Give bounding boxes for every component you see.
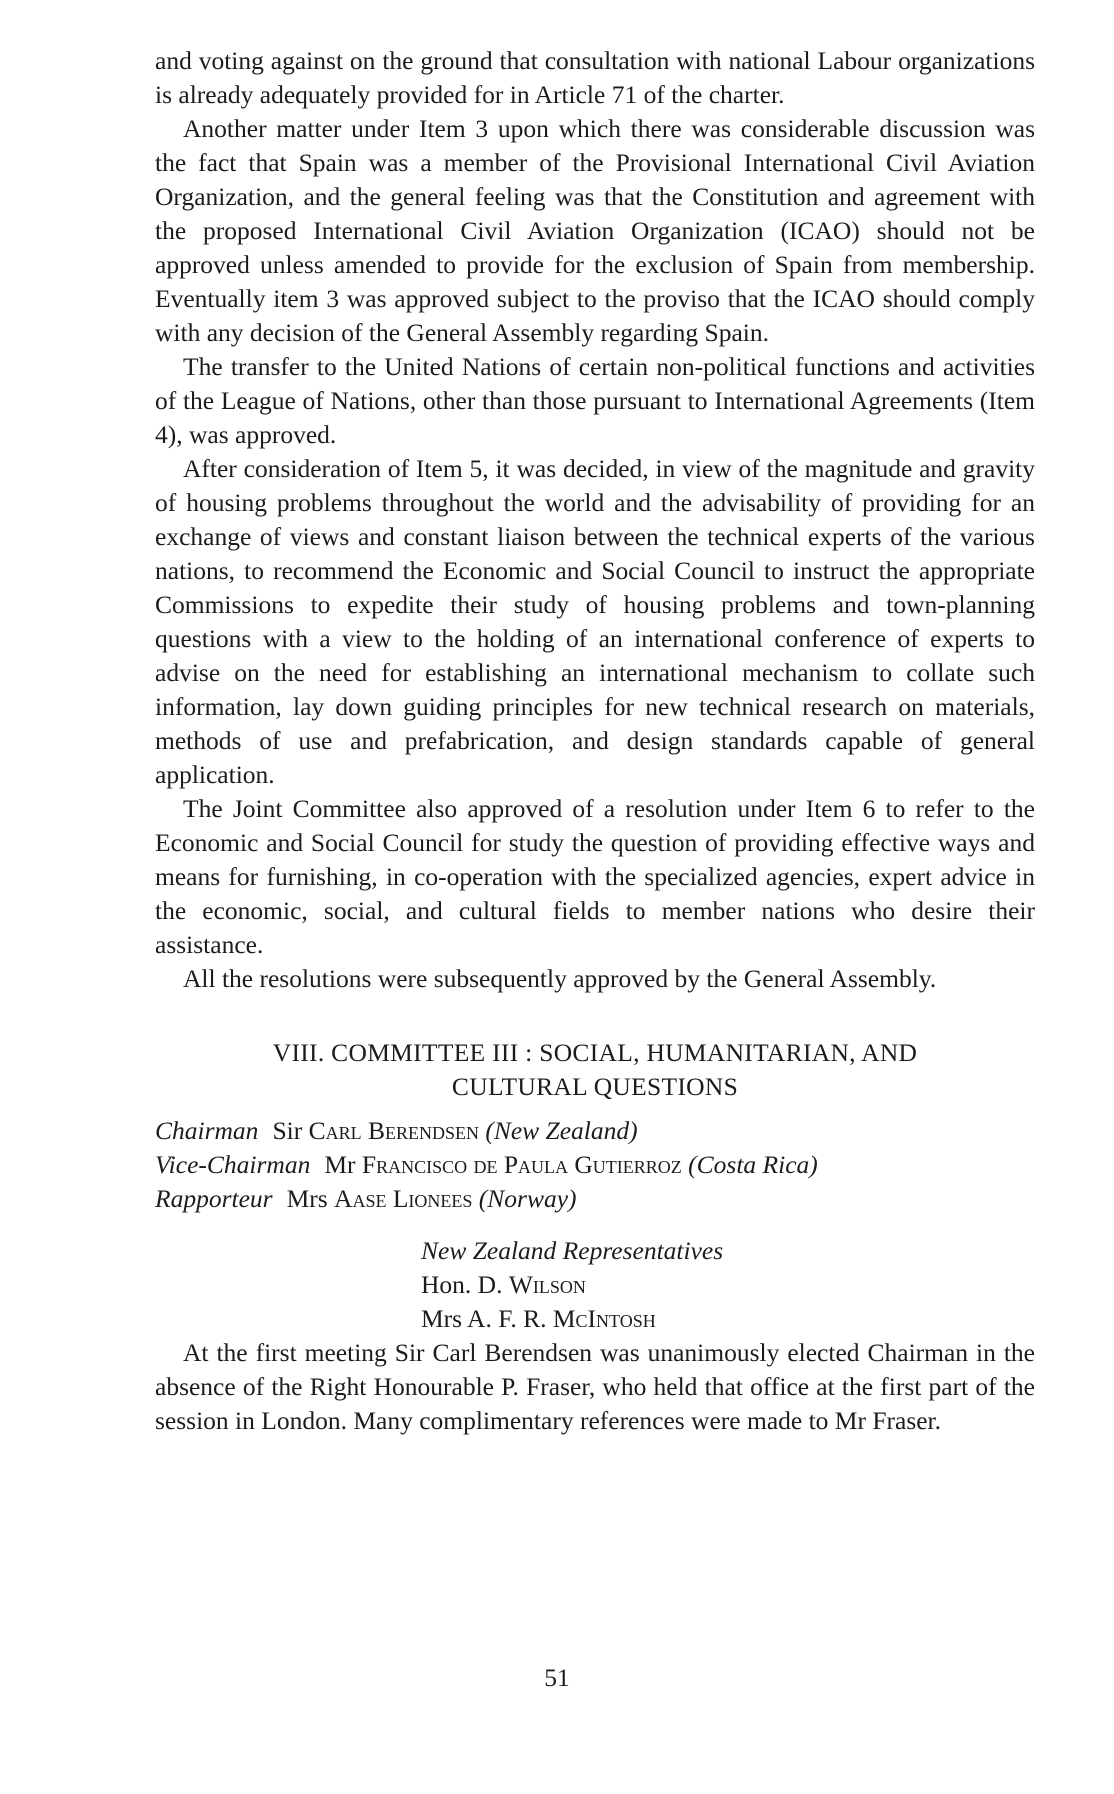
officer-title: Mrs (286, 1184, 328, 1213)
officer-title: Mr (324, 1150, 356, 1179)
officer-role: Chairman (155, 1116, 259, 1145)
paragraph-item-4-league: The transfer to the United Nations of certain non-political functions and activities of the League of Nations, other than those pursuant to International Agreements (Item 4), was approved. (155, 352, 1035, 449)
officer-name: Francisco de Paula Gutierroz (361, 1150, 682, 1179)
paragraph-item-3-spain: Another matter under Item 3 upon which there was considerable discussion was the fact that Spain was a member of the Provisional International Civil Aviation Organization, and the general feeling was that the Constitution and agreement with the proposed International Civil Aviation Organization (ICAO) should not be approved unless amended to provide for the exclusion of Spain from membership. Eventually item 3 was approved subject to the proviso that the ICAO should comply with any decision of the General Assembly regarding Spain. (155, 114, 1035, 347)
representative-title: Hon. D. (421, 1270, 503, 1299)
officer-country: (New Zealand) (485, 1116, 638, 1145)
officer-chairman (155, 1114, 1035, 1148)
representative-name: McIntosh (552, 1304, 656, 1333)
section-heading (155, 1036, 1035, 1104)
officer-role: Vice-Chairman (155, 1150, 311, 1179)
representative-2 (421, 1302, 1035, 1336)
officer-country: (Norway) (478, 1184, 577, 1213)
section-heading-line-1: VIII. COMMITTEE III : SOCIAL, HUMANITARIAN, AND (272, 1038, 918, 1067)
paragraph-item-6-advice: The Joint Committee also approved of a resolution under Item 6 to refer to the Economic and Social Council for study the question of providing effective ways and means for furnishing, in co-operation with the specialized agencies, expert advice in the economic, social, and cultural fields to member nations who desire their assistance. (155, 794, 1035, 959)
officer-country: (Costa Rica) (688, 1150, 818, 1179)
officer-vice-chairman (155, 1148, 1035, 1182)
representatives-title: New Zealand Representatives (421, 1236, 724, 1265)
officer-name: Aase Lionees (334, 1184, 473, 1213)
paragraph-item-5-housing: After consideration of Item 5, it was decided, in view of the magnitude and gravity of housing problems throughout the world and the advisability of providing for an exchange of views and constant liaison between the technical experts of the various nations, to recommend the Economic and Social Council to instruct the appropriate Commissions to expedite their study of housing problems and town-planning questions with a view to the holding of an international conference of experts to advise on the need for establishing an international mechanism to collate such information, lay down guiding principles for new technical research on materials, methods of use and prefabrication, and design standards capable of general application. (155, 454, 1035, 789)
officer-role: Rapporteur (155, 1184, 273, 1213)
officer-title: Sir (272, 1116, 303, 1145)
officer-name: Carl Berendsen (308, 1116, 479, 1145)
representative-title: Mrs A. F. R. (421, 1304, 547, 1333)
officer-rapporteur (155, 1182, 1035, 1216)
page-number: 51 (544, 1663, 570, 1692)
section-heading-line-2: CULTURAL QUESTIONS (451, 1072, 739, 1101)
representative-name: Wilson (508, 1270, 586, 1299)
representatives-block (155, 1234, 1035, 1336)
paragraph-resolutions-approved: All the resolutions were subsequently approved by the General Assembly. (183, 964, 937, 993)
officers-list (155, 1114, 1035, 1216)
text-column (155, 44, 1035, 1438)
paragraph-first-meeting: At the first meeting Sir Carl Berendsen was unanimously elected Chairman in the absence of the Right Honourable P. Fraser, who held that office at the first part of the session in London. Many complimentary references were made to Mr Fraser. (155, 1338, 1035, 1435)
representative-1 (421, 1268, 1035, 1302)
paragraph-continuation: and voting against on the ground that consultation with national Labour organizations is already adequately provided for in Article 71 of the charter. (155, 46, 1035, 109)
